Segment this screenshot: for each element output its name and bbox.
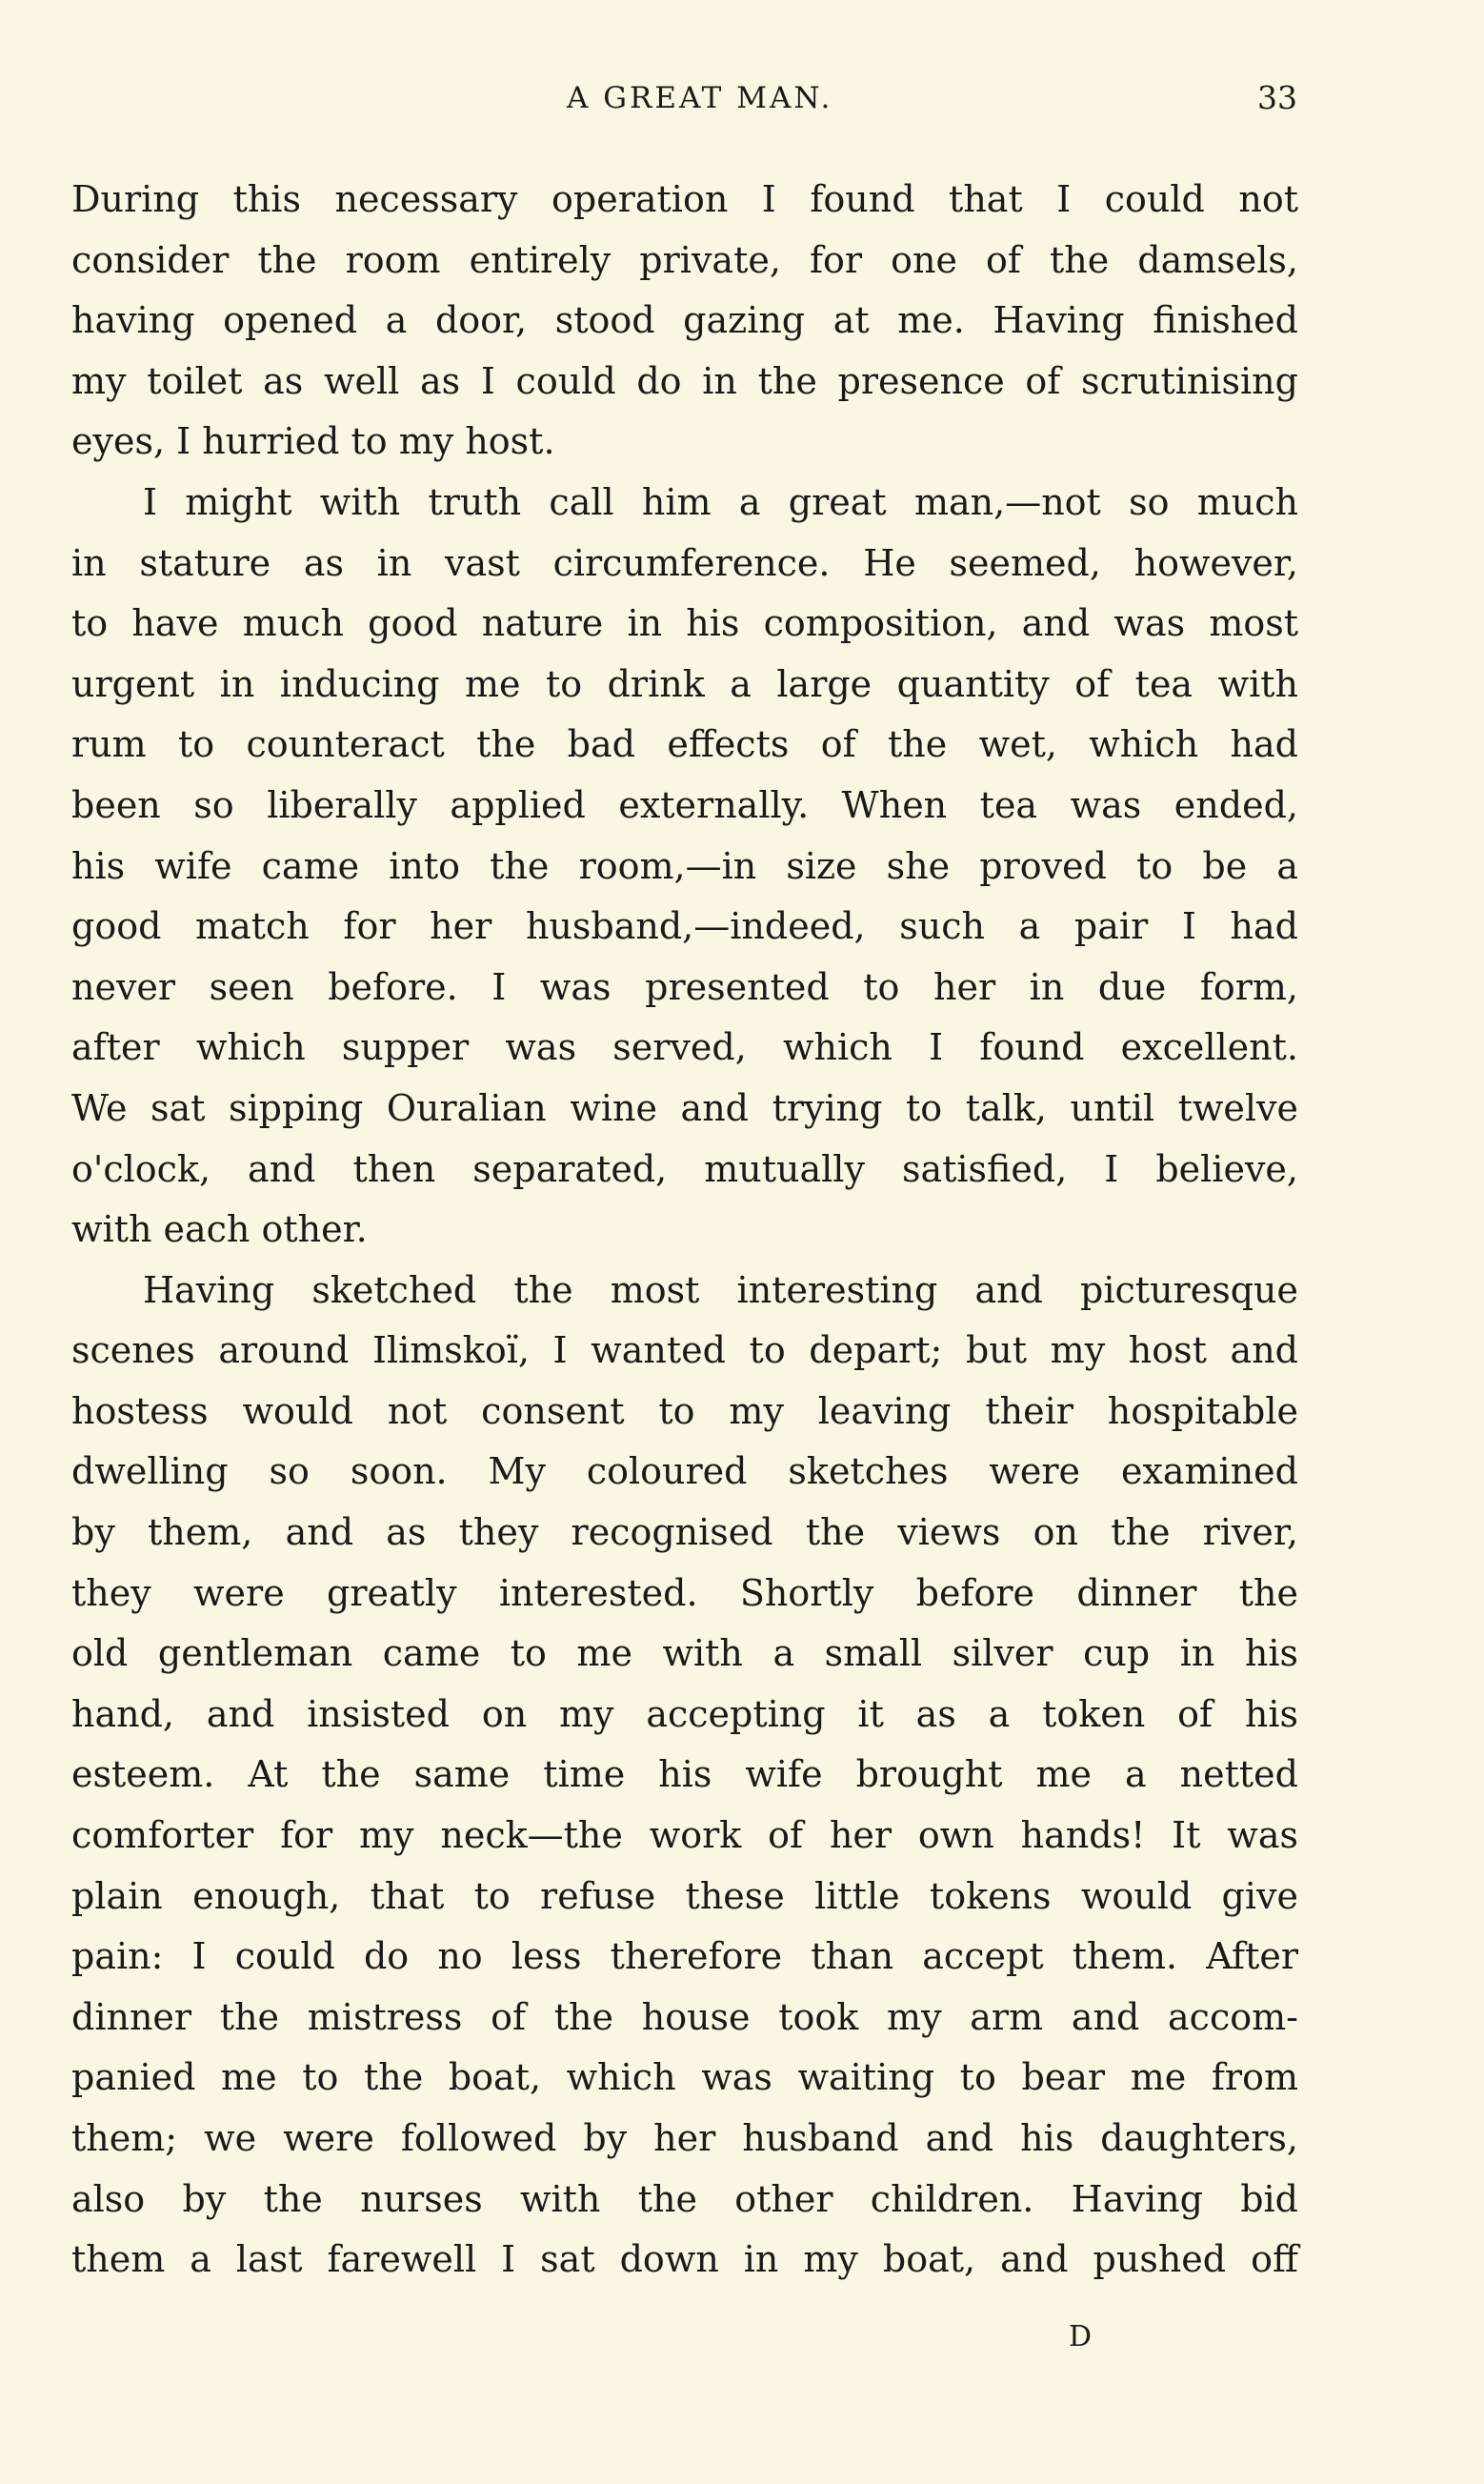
text-line: good match for her husband,—indeed, such a pair I had: [71, 905, 1298, 948]
text-line: During this necessary operation I found that I could not: [71, 178, 1298, 220]
text-line: never seen before. I was presented to her in due form,: [71, 965, 1298, 1008]
text-line: dinner the mistress of the house took my arm and accom-: [71, 1995, 1298, 2038]
text-line: comforter for my neck—the work of her own hands! It was: [71, 1814, 1298, 1857]
text-line: hostess would not consent to my leaving their hospitable: [71, 1389, 1298, 1432]
running-head: [0, 74, 1484, 122]
text-line: plain enough, that to refuse these little tokens would give: [71, 1874, 1298, 1917]
text-line: Having sketched the most interesting and picturesque: [143, 1268, 1298, 1311]
text-line: esteem. At the same time his wife brought me a netted: [71, 1753, 1298, 1796]
text-line: his wife came into the room,—in size she proved to be a: [71, 844, 1298, 887]
text-line: pain: I could do no less therefore than accept them. After: [71, 1935, 1298, 1978]
text-line: o'clock, and then separated, mutually satisfied, I believe,: [71, 1147, 1298, 1190]
text-line: I might with truth call him a great man,—not so much: [143, 480, 1298, 523]
text-line: old gentleman came to me with a small silver cup in his: [71, 1632, 1298, 1675]
text-line: them; we were followed by her husband and his daughters,: [71, 2117, 1298, 2159]
text-line: they were greatly interested. Shortly before dinner the: [71, 1571, 1298, 1614]
text-line: also by the nurses with the other children. Having bid: [71, 2177, 1298, 2220]
text-line: hand, and insisted on my accepting it as a token of his: [71, 1692, 1298, 1735]
text-line: scenes around Ilimskoï, I wanted to depart; but my host and: [71, 1329, 1298, 1372]
text-line: rum to counteract the bad effects of the wet, which had: [71, 723, 1298, 766]
text-line: to have much good nature in his composition, and was most: [71, 602, 1298, 645]
text-line: by them, and as they recognised the views on the river,: [71, 1511, 1298, 1554]
text-line: eyes, I hurried to my host.: [71, 420, 555, 463]
body-text: [71, 170, 1298, 2291]
text-line: after which supper was served, which I found excellent.: [71, 1026, 1298, 1069]
text-line: with each other.: [71, 1208, 368, 1251]
text-line: in stature as in vast circumference. He seemed, however,: [71, 541, 1298, 584]
signature-mark: D: [1069, 2320, 1093, 2353]
text-line: them a last farewell I sat down in my boat, and pushed off: [71, 2238, 1298, 2281]
text-line: consider the room entirely private, for one of the damsels,: [71, 238, 1298, 281]
text-line: been so liberally applied externally. When tea was ended,: [71, 783, 1298, 826]
text-line: my toilet as well as I could do in the presence of scrutinising: [71, 359, 1298, 402]
text-line: We sat sipping Ouralian wine and trying to talk, until twelve: [71, 1086, 1298, 1129]
text-line: dwelling so soon. My coloured sketches were examined: [71, 1450, 1298, 1493]
text-line: having opened a door, stood gazing at me. Having finished: [71, 299, 1298, 342]
text-line: panied me to the boat, which was waiting to bear me from: [71, 2056, 1298, 2099]
text-line: urgent in inducing me to drink a large quantity of tea with: [71, 662, 1298, 705]
page-number: 33: [1257, 79, 1297, 116]
chapter-title: A GREAT MAN.: [567, 81, 833, 115]
